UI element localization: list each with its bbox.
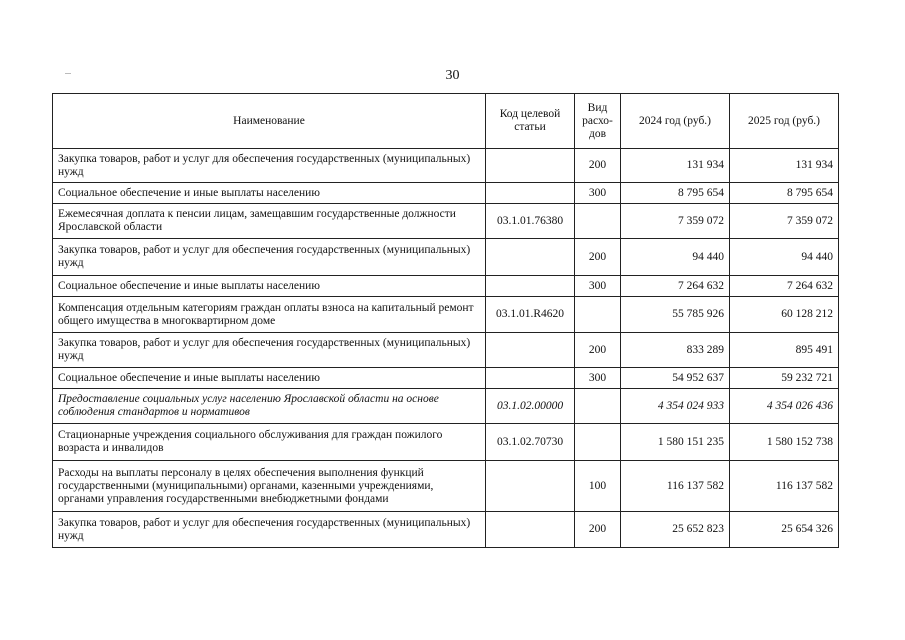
row-kind-cell: 300 [575, 368, 621, 389]
table-row [53, 276, 839, 297]
table-row [53, 424, 839, 461]
row-kind-cell: 300 [575, 183, 621, 204]
row-code-cell [486, 368, 575, 389]
row-2025-cell: 94 440 [730, 239, 839, 276]
row-2025-cell: 8 795 654 [730, 183, 839, 204]
row-2025-cell: 1 580 152 738 [730, 424, 839, 461]
table-row [53, 204, 839, 239]
row-code-cell [486, 183, 575, 204]
row-2025-cell: 116 137 582 [730, 461, 839, 512]
table-row [53, 297, 839, 333]
row-code-cell [486, 149, 575, 183]
row-code-cell [486, 512, 575, 548]
table-header-row [53, 94, 839, 149]
row-code-cell [486, 239, 575, 276]
row-2024-cell: 4 354 024 933 [621, 389, 730, 424]
row-2024-cell: 7 359 072 [621, 204, 730, 239]
row-2024-cell: 55 785 926 [621, 297, 730, 333]
row-2025-cell: 7 359 072 [730, 204, 839, 239]
row-2025-cell: 7 264 632 [730, 276, 839, 297]
header-code: Код целевой статьи [486, 94, 575, 149]
row-kind-cell [575, 297, 621, 333]
row-kind-cell: 200 [575, 333, 621, 368]
row-kind-cell: 200 [575, 512, 621, 548]
row-name-cell: Ежемесячная доплата к пенсии лицам, замещавшим государственные должности Ярославской области [53, 204, 486, 239]
row-name-cell: Закупка товаров, работ и услуг для обеспечения государственных (муниципальных) нужд [53, 512, 486, 548]
table-row [53, 239, 839, 276]
header-2024: 2024 год (руб.) [621, 94, 730, 149]
row-name-cell: Расходы на выплаты персоналу в целях обеспечения выполнения функций государственными (муниципальными) органами, казенными учреждениями, органами управления государственными внебюджетными фондами [53, 461, 486, 512]
row-code-cell: 03.1.01.R4620 [486, 297, 575, 333]
row-name-cell: Социальное обеспечение и иные выплаты населению [53, 276, 486, 297]
row-kind-cell [575, 424, 621, 461]
header-name: Наименование [53, 94, 486, 149]
row-code-cell [486, 333, 575, 368]
row-2024-cell: 25 652 823 [621, 512, 730, 548]
row-2025-cell: 4 354 026 436 [730, 389, 839, 424]
row-kind-cell: 200 [575, 239, 621, 276]
row-2024-cell: 94 440 [621, 239, 730, 276]
row-kind-cell: 300 [575, 276, 621, 297]
row-code-cell [486, 461, 575, 512]
row-2025-cell: 895 491 [730, 333, 839, 368]
row-2024-cell: 116 137 582 [621, 461, 730, 512]
row-2025-cell: 25 654 326 [730, 512, 839, 548]
header-2025: 2025 год (руб.) [730, 94, 839, 149]
row-code-cell: 03.1.01.76380 [486, 204, 575, 239]
row-2025-cell: 59 232 721 [730, 368, 839, 389]
row-name-cell: Стационарные учреждения социального обслуживания для граждан пожилого возраста и инвалидов [53, 424, 486, 461]
row-kind-cell: 100 [575, 461, 621, 512]
row-2025-cell: 60 128 212 [730, 297, 839, 333]
row-kind-cell [575, 389, 621, 424]
row-2025-cell: 131 934 [730, 149, 839, 183]
row-name-cell: Социальное обеспечение и иные выплаты населению [53, 368, 486, 389]
row-2024-cell: 7 264 632 [621, 276, 730, 297]
table-row [53, 461, 839, 512]
row-2024-cell: 833 289 [621, 333, 730, 368]
budget-table [52, 93, 839, 548]
row-name-cell: Закупка товаров, работ и услуг для обеспечения государственных (муниципальных) нужд [53, 239, 486, 276]
row-kind-cell [575, 204, 621, 239]
row-2024-cell: 131 934 [621, 149, 730, 183]
row-code-cell: 03.1.02.00000 [486, 389, 575, 424]
row-name-cell: Закупка товаров, работ и услуг для обеспечения государственных (муниципальных) нужд [53, 333, 486, 368]
table-row [53, 368, 839, 389]
table-row [53, 149, 839, 183]
header-kind: Вид расхо-дов [575, 94, 621, 149]
table-row [53, 512, 839, 548]
page-number: 30 [445, 68, 460, 83]
row-name-cell: Закупка товаров, работ и услуг для обеспечения государственных (муниципальных) нужд [53, 149, 486, 183]
row-name-cell: Социальное обеспечение и иные выплаты населению [53, 183, 486, 204]
table-row [53, 389, 839, 424]
row-name-cell: Компенсация отдельным категориям граждан оплаты взноса на капитальный ремонт общего имущества в многоквартирном доме [53, 297, 486, 333]
row-2024-cell: 8 795 654 [621, 183, 730, 204]
row-kind-cell: 200 [575, 149, 621, 183]
row-2024-cell: 54 952 637 [621, 368, 730, 389]
table-body [53, 149, 839, 548]
table-row [53, 183, 839, 204]
row-name-cell: Предоставление социальных услуг населению Ярославской области на основе соблюдения стандартов и нормативов [53, 389, 486, 424]
row-2024-cell: 1 580 151 235 [621, 424, 730, 461]
row-code-cell [486, 276, 575, 297]
table-row [53, 333, 839, 368]
row-code-cell: 03.1.02.70730 [486, 424, 575, 461]
